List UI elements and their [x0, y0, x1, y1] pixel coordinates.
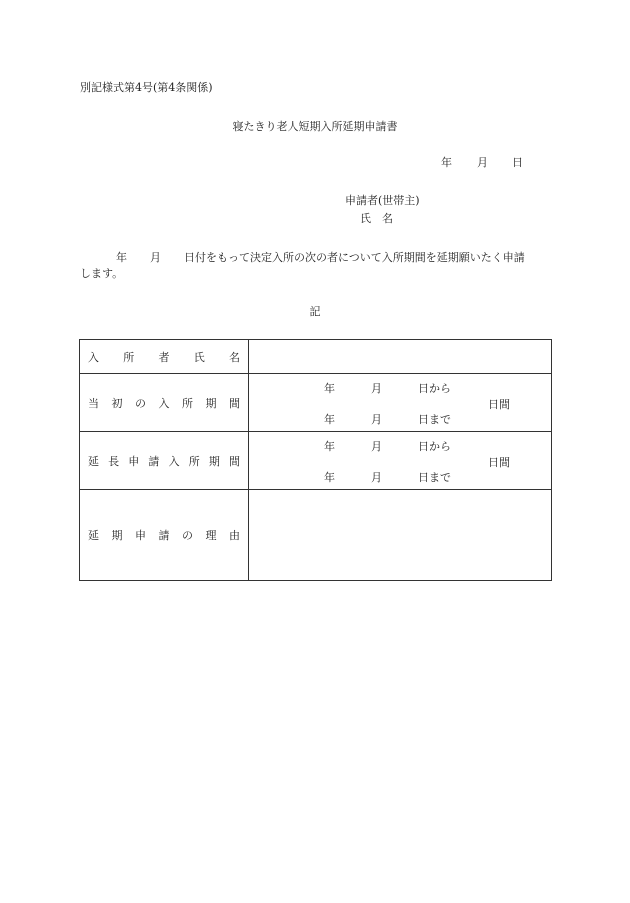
period-from: 日から	[418, 440, 451, 453]
table-row	[80, 490, 552, 581]
label-char: 長	[108, 454, 120, 468]
label-char: 延	[88, 529, 99, 542]
label-char: 期	[205, 396, 217, 410]
period-month: 月	[371, 471, 382, 484]
period-days: 日間	[488, 456, 510, 469]
page-title: 寝たきり老人短期入所延期申請書	[232, 120, 398, 133]
date-day: 日	[512, 156, 523, 169]
body-text-second: します。	[80, 267, 124, 280]
row-label-resident-name	[80, 340, 249, 374]
date-year: 年	[441, 156, 452, 169]
body-year: 年	[116, 251, 127, 264]
label-char: 入	[168, 454, 180, 468]
label-char: 初	[111, 396, 123, 410]
period-to: 日まで	[418, 413, 451, 426]
table-row	[80, 432, 552, 490]
label-char: 当	[88, 396, 99, 410]
period-days: 日間	[488, 398, 510, 411]
table-row	[80, 374, 552, 432]
period-to: 日まで	[418, 471, 451, 484]
applicant-label: 申請者(世帯主)	[345, 194, 420, 207]
body-month: 月	[150, 251, 161, 264]
body-text-first: 日付をもって決定入所の次の者について入所期間を延期願いたく申請	[184, 251, 525, 264]
period-month: 月	[371, 413, 382, 426]
applicant-name-label: 氏 名	[360, 212, 393, 225]
period-year: 年	[324, 413, 335, 426]
label-char: の	[182, 529, 193, 542]
label-char: 入	[158, 396, 170, 410]
resident-name-field[interactable]	[249, 340, 552, 374]
form-number: 別記様式第4号(第4条関係)	[80, 81, 213, 94]
label-char: 者	[158, 350, 170, 364]
date-month: 月	[477, 156, 488, 169]
label-char: 名	[229, 350, 240, 364]
row-label-initial-period	[80, 374, 249, 432]
period-year: 年	[324, 382, 335, 395]
request-text	[80, 250, 552, 282]
label-char: 由	[229, 529, 240, 542]
label-char: 間	[229, 396, 240, 410]
label-char: 間	[228, 454, 240, 468]
label-char: 延	[88, 454, 99, 468]
kigo-heading: 記	[309, 305, 321, 318]
period-month: 月	[371, 382, 382, 395]
period-year: 年	[324, 471, 335, 484]
initial-period-field[interactable]	[249, 374, 552, 432]
label-char: 所	[188, 454, 200, 468]
label-char: 入	[88, 350, 99, 364]
period-year: 年	[324, 440, 335, 453]
label-char: の	[135, 396, 146, 410]
application-table	[79, 339, 552, 581]
row-label-extension-reason	[80, 490, 249, 581]
label-char: 所	[123, 350, 135, 364]
label-char: 理	[205, 529, 217, 542]
row-label-extension-period	[80, 432, 249, 490]
extension-period-field[interactable]	[249, 432, 552, 490]
label-char: 期	[111, 529, 123, 542]
label-char: 申	[135, 529, 146, 542]
label-char: 申	[128, 454, 140, 468]
label-char: 期	[208, 454, 220, 468]
extension-reason-field[interactable]	[249, 490, 552, 581]
label-char: 氏	[193, 350, 205, 364]
period-month: 月	[371, 440, 382, 453]
label-char: 請	[148, 454, 160, 468]
label-char: 請	[158, 529, 170, 542]
label-char: 所	[182, 396, 193, 410]
period-from: 日から	[418, 382, 451, 395]
table-row	[80, 340, 552, 374]
